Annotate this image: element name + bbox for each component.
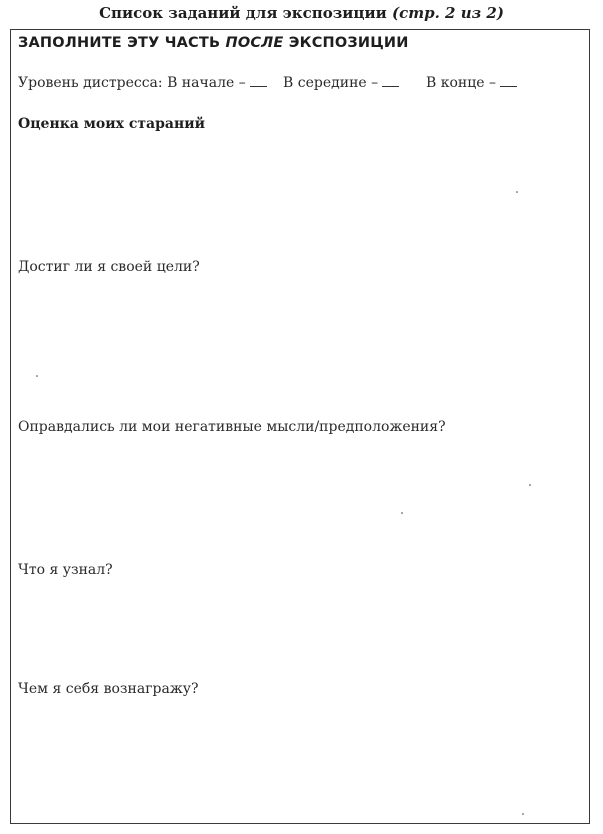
scan-speck <box>529 484 531 486</box>
page-indicator: (стр. 2 из 2) <box>392 4 504 22</box>
section-heading-prefix: ЗАПОЛНИТЕ ЭТУ ЧАСТЬ <box>18 35 221 51</box>
section-heading <box>18 35 409 51</box>
question-reward: Чем я себя вознагражу? <box>18 681 199 697</box>
distress-middle-blank[interactable] <box>382 76 399 87</box>
question-goal: Достиг ли я своей цели? <box>18 259 200 275</box>
scan-speck <box>36 375 38 377</box>
page-title-main: Список заданий для экспозиции <box>99 4 387 22</box>
distress-start-label: В начале – <box>167 75 246 91</box>
scan-speck <box>401 512 403 514</box>
question-negative-thoughts: Оправдались ли мои негативные мысли/предположения? <box>18 419 446 435</box>
section-heading-emphasis: ПОСЛЕ <box>225 35 284 51</box>
scan-speck <box>516 191 518 193</box>
distress-middle-group <box>283 75 399 91</box>
evaluation-heading: Оценка моих стараний <box>18 116 205 132</box>
distress-row <box>18 75 267 91</box>
scan-speck <box>522 813 524 815</box>
question-learned: Что я узнал? <box>18 562 113 578</box>
section-heading-suffix: ЭКСПОЗИЦИИ <box>288 35 409 51</box>
distress-label: Уровень дистресса: <box>18 75 163 91</box>
distress-end-label: В конце – <box>426 75 496 91</box>
distress-end-blank[interactable] <box>500 76 517 87</box>
distress-start-blank[interactable] <box>250 76 267 87</box>
page-title <box>0 4 603 22</box>
distress-end-group <box>426 75 517 91</box>
distress-middle-label: В середине – <box>283 75 379 91</box>
